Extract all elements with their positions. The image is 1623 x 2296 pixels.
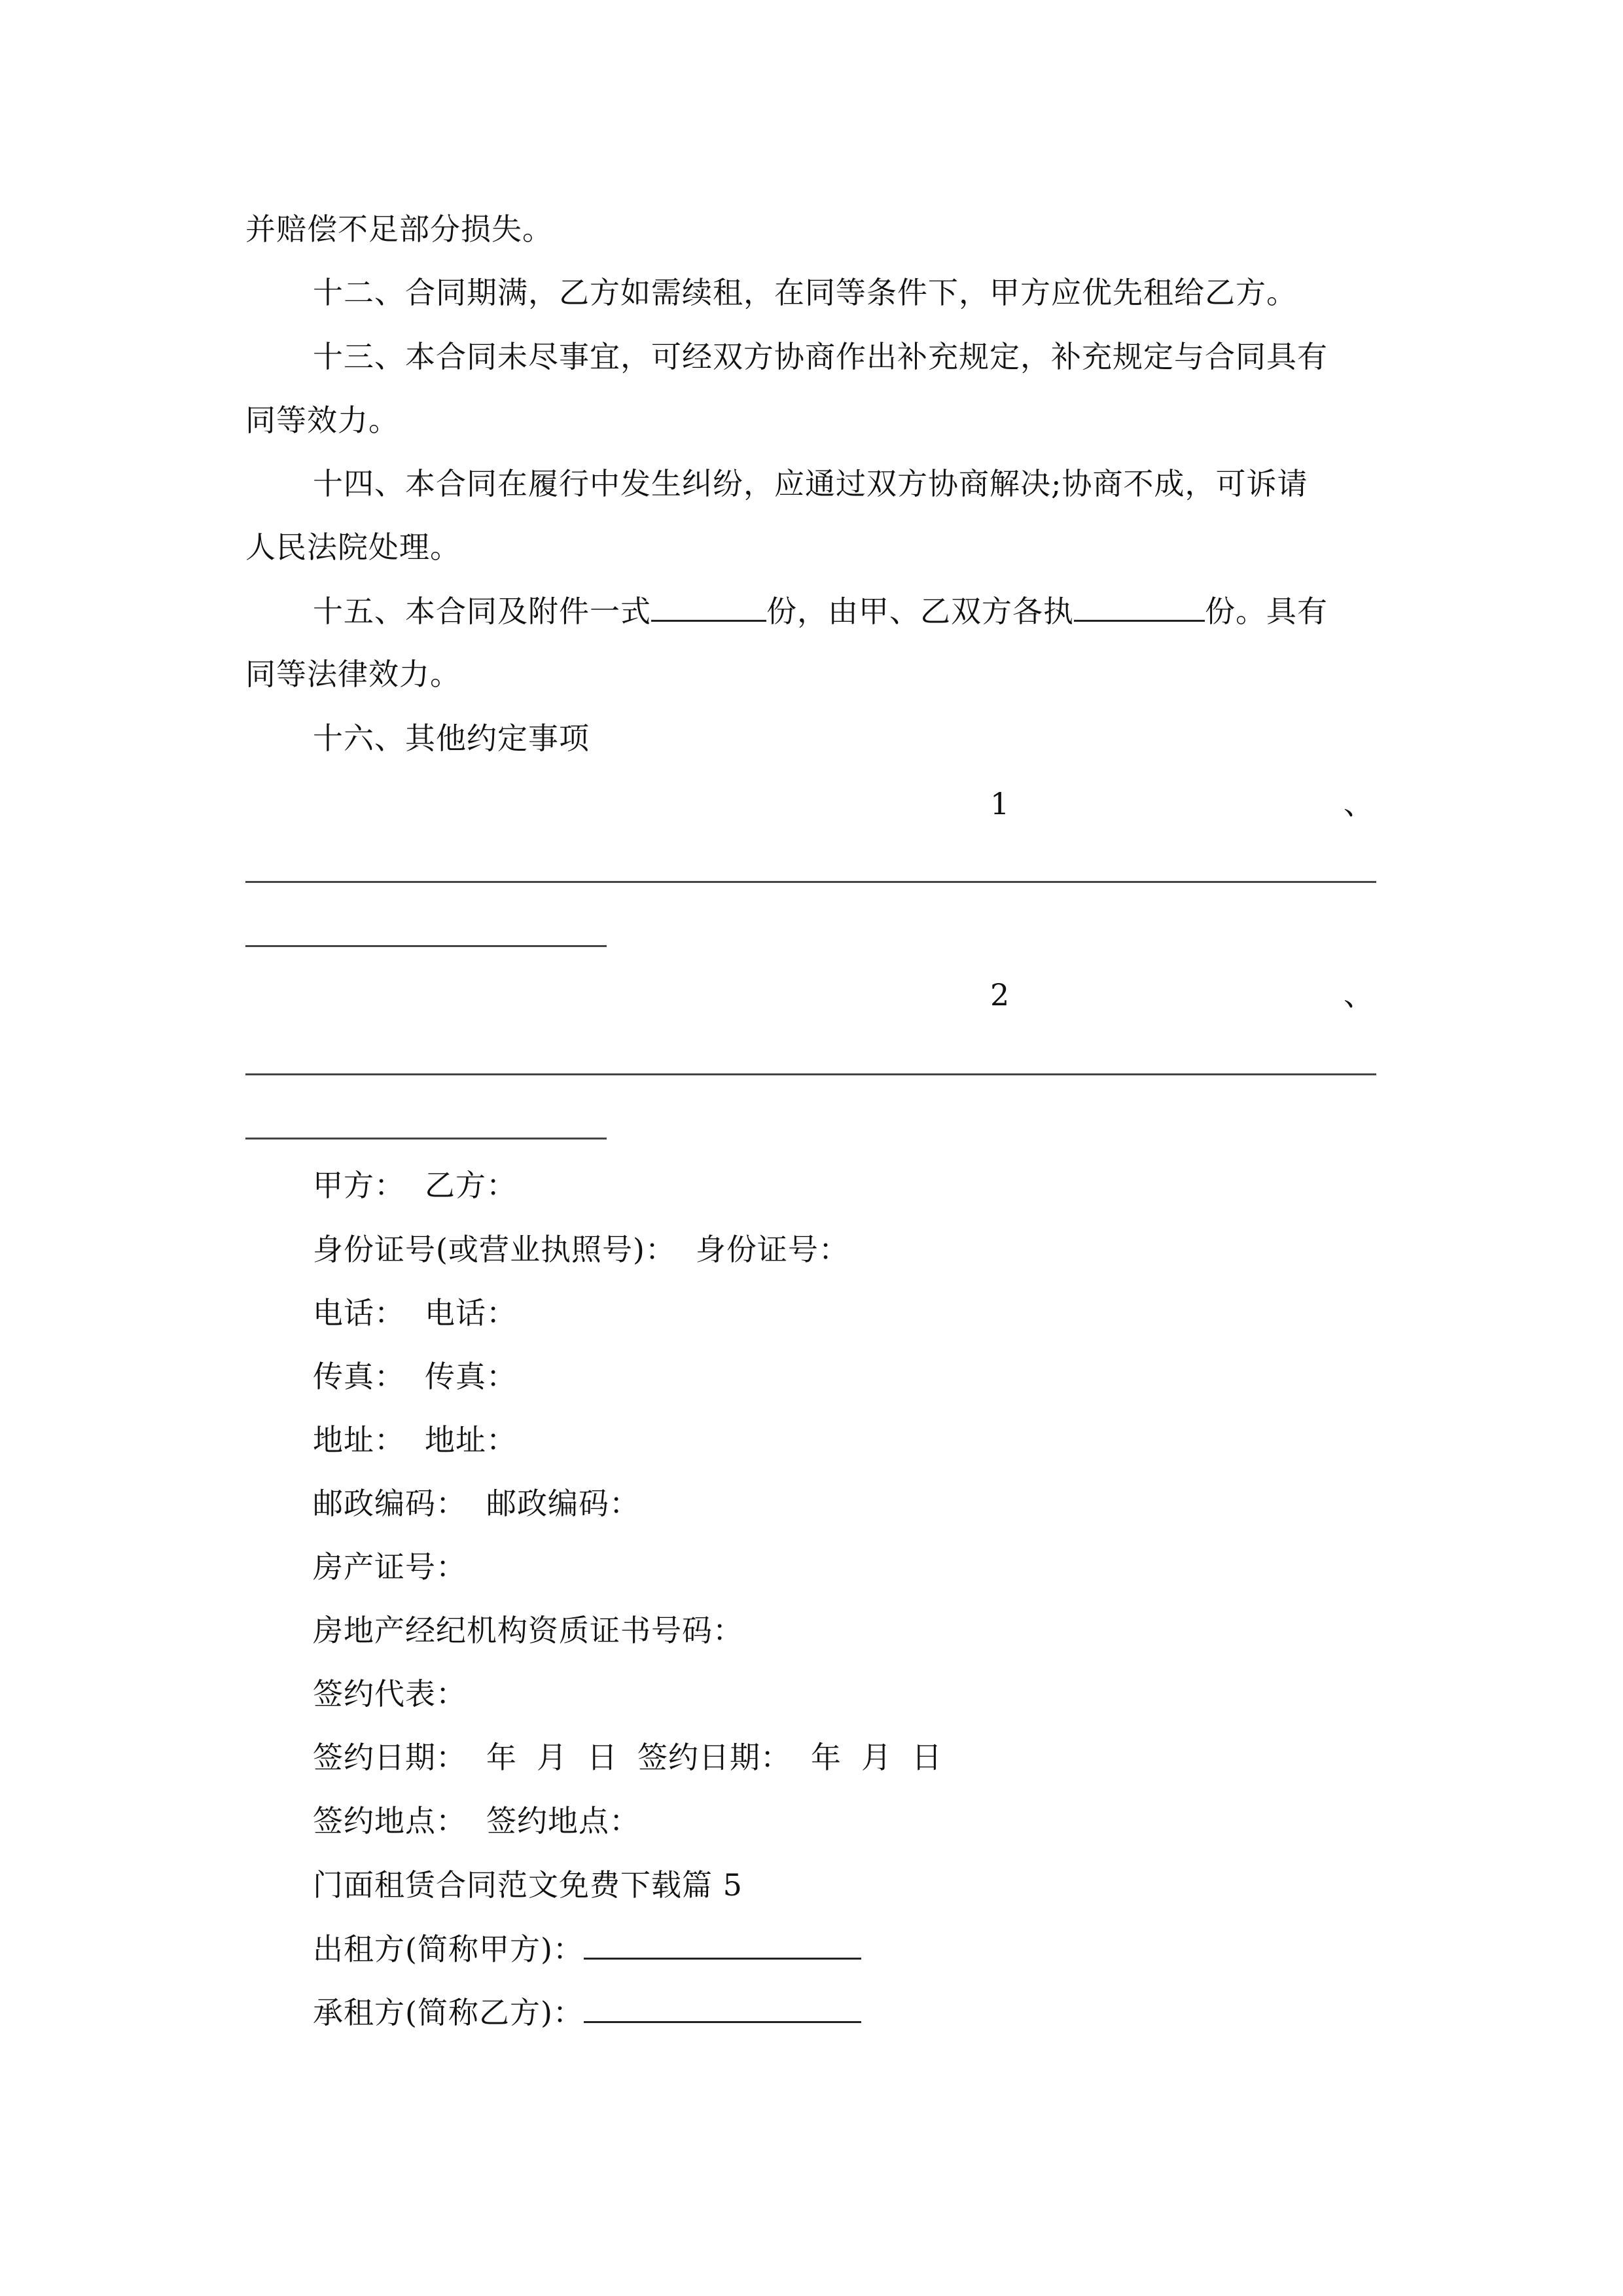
date-day-a: 日 <box>587 1740 618 1775</box>
phone-label-a: 电话： <box>313 1295 405 1331</box>
paragraph-12: 十二、合同期满，乙方如需续租，在同等条件下，甲方应优先租给乙方。 <box>313 275 1297 310</box>
address-label-a: 地址： <box>313 1422 405 1458</box>
paragraph-13-line-2: 同等效力。 <box>245 403 399 438</box>
item-2-fill-line-full[interactable] <box>245 1073 1376 1075</box>
lessor-blank[interactable] <box>584 1929 861 1960</box>
phone-label-b: 电话： <box>425 1295 517 1331</box>
id-label-b: 身份证号： <box>695 1232 849 1267</box>
copies-total-blank[interactable] <box>651 591 766 622</box>
item-2-mark: 、 <box>1344 977 1374 1013</box>
date-label-a: 签约日期： <box>313 1740 467 1775</box>
item-2-number: 2 <box>990 977 1010 1013</box>
paragraph-15-line-1 <box>313 591 1328 631</box>
party-b-label: 乙方： <box>425 1168 517 1203</box>
id-label-a: 身份证号(或营业执照号)： <box>313 1232 676 1267</box>
section-title: 门面租赁合同范文免费下载篇 5 <box>313 1867 743 1903</box>
date-label-b: 签约日期： <box>637 1740 791 1775</box>
paragraph-13-line-1: 十三、本合同未尽事宜，可经双方协商作出补充规定，补充规定与合同具有 <box>313 339 1328 374</box>
item-1-mark: 、 <box>1344 786 1374 821</box>
address-line <box>313 1420 517 1460</box>
item-2-fill-line-short[interactable] <box>245 1138 607 1139</box>
date-month-b: 月 <box>861 1740 892 1775</box>
fax-label-a: 传真： <box>313 1359 405 1394</box>
place-label-a: 签约地点： <box>313 1803 467 1839</box>
copies-each-blank[interactable] <box>1074 591 1205 622</box>
party-line <box>313 1166 517 1205</box>
id-line <box>313 1230 849 1269</box>
date-day-b: 日 <box>912 1740 942 1775</box>
lessor-line <box>313 1929 861 1969</box>
date-month-a: 月 <box>537 1740 567 1775</box>
fax-line <box>313 1357 517 1396</box>
lessee-label: 承租方(简称乙方)： <box>313 1995 584 2030</box>
postcode-label-b: 邮政编码： <box>486 1486 640 1521</box>
date-year-a: 年 <box>486 1740 517 1775</box>
phone-line <box>313 1293 517 1333</box>
lessor-label: 出租方(简称甲方)： <box>313 1931 584 1967</box>
date-year-b: 年 <box>811 1740 842 1775</box>
paragraph-15-part-a: 十五、本合同及附件一式 <box>313 594 651 629</box>
place-line <box>313 1801 640 1840</box>
representative-label: 签约代表： <box>313 1676 467 1712</box>
lessee-line <box>313 1992 861 2032</box>
party-a-label: 甲方： <box>313 1168 405 1203</box>
date-line <box>313 1738 942 1777</box>
property-cert-label: 房产证号： <box>313 1549 467 1585</box>
postcode-line <box>313 1484 640 1523</box>
postcode-label-a: 邮政编码： <box>313 1486 467 1521</box>
paragraph-15-part-c: 份。具有 <box>1205 594 1328 629</box>
paragraph-15-line-2: 同等法律效力。 <box>245 656 461 692</box>
place-label-b: 签约地点： <box>486 1803 640 1839</box>
item-1-fill-line-short[interactable] <box>245 945 607 947</box>
paragraph-14-line-2: 人民法院处理。 <box>245 529 461 565</box>
address-label-b: 地址： <box>425 1422 517 1458</box>
paragraph-14-line-1: 十四、本合同在履行中发生纠纷，应通过双方协商解决;协商不成，可诉请 <box>313 466 1308 501</box>
item-1-number: 1 <box>990 786 1010 821</box>
paragraph-16-heading: 十六、其他约定事项 <box>313 721 590 756</box>
paragraph-11-continuation: 并赔偿不足部分损失。 <box>245 211 553 247</box>
lessee-blank[interactable] <box>584 1992 861 2023</box>
agency-cert-label: 房地产经纪机构资质证书号码： <box>313 1613 743 1648</box>
item-1-fill-line-full[interactable] <box>245 881 1376 883</box>
paragraph-15-part-b: 份，由甲、乙双方各执 <box>766 594 1074 629</box>
fax-label-b: 传真： <box>425 1359 517 1394</box>
